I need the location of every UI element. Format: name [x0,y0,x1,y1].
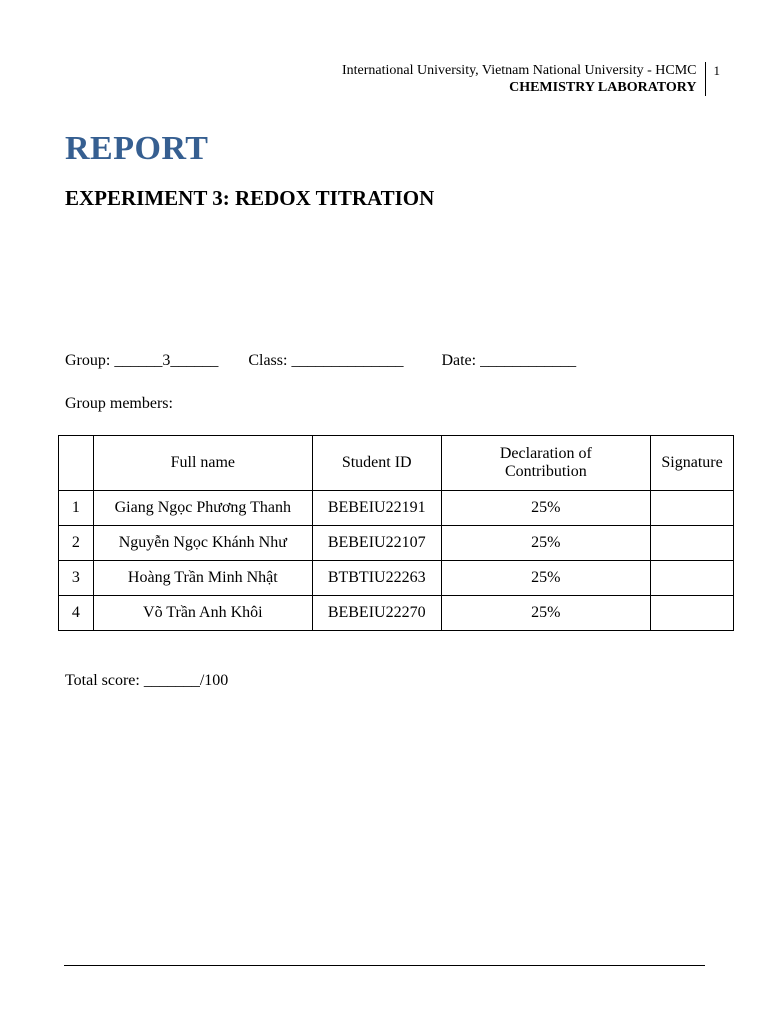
member-name: Hoàng Trần Minh Nhật [93,561,312,596]
member-student-id: BEBEIU22270 [312,596,441,631]
member-student-id: BEBEIU22191 [312,491,441,526]
header-signature: Signature [651,436,734,491]
member-student-id: BEBEIU22107 [312,526,441,561]
member-student-id: BTBTIU22263 [312,561,441,596]
class-field: Class: ______________ [248,352,404,369]
member-contribution: 25% [441,491,651,526]
row-number: 1 [59,491,94,526]
page-header [342,62,720,96]
info-line [65,352,576,370]
group-field: Group: ______3______ [65,352,219,369]
member-signature [651,596,734,631]
member-contribution: 25% [441,596,651,631]
header-contribution: Declaration of Contribution [441,436,651,491]
experiment-title: EXPERIMENT 3: REDOX TITRATION [65,186,435,210]
member-signature [651,491,734,526]
member-signature [651,561,734,596]
date-field: Date: ____________ [441,352,577,369]
footer-divider [64,965,705,966]
table-row [59,596,734,631]
table-header-row [59,436,734,491]
row-number: 4 [59,596,94,631]
university-name: International University, Vietnam National University - HCMC [341,63,697,78]
table-row [59,491,734,526]
member-name: Nguyễn Ngọc Khánh Như [93,526,312,561]
page-number: 1 [713,63,720,78]
report-title: REPORT [65,130,209,167]
header-full-name: Full name [93,436,312,491]
member-name: Võ Trần Anh Khôi [93,596,312,631]
header-student-id: Student ID [312,436,441,491]
total-score: Total score: _______/100 [65,672,229,689]
member-signature [651,526,734,561]
group-members-label: Group members: [65,395,173,412]
header-text [342,62,706,96]
row-number: 2 [59,526,94,561]
table-row [59,526,734,561]
row-number: 3 [59,561,94,596]
member-contribution: 25% [441,526,651,561]
member-contribution: 25% [441,561,651,596]
lab-name: CHEMISTRY LABORATORY [509,80,697,95]
table-row [59,561,734,596]
member-name: Giang Ngọc Phương Thanh [93,491,312,526]
members-table [58,435,734,631]
header-no [59,436,94,491]
